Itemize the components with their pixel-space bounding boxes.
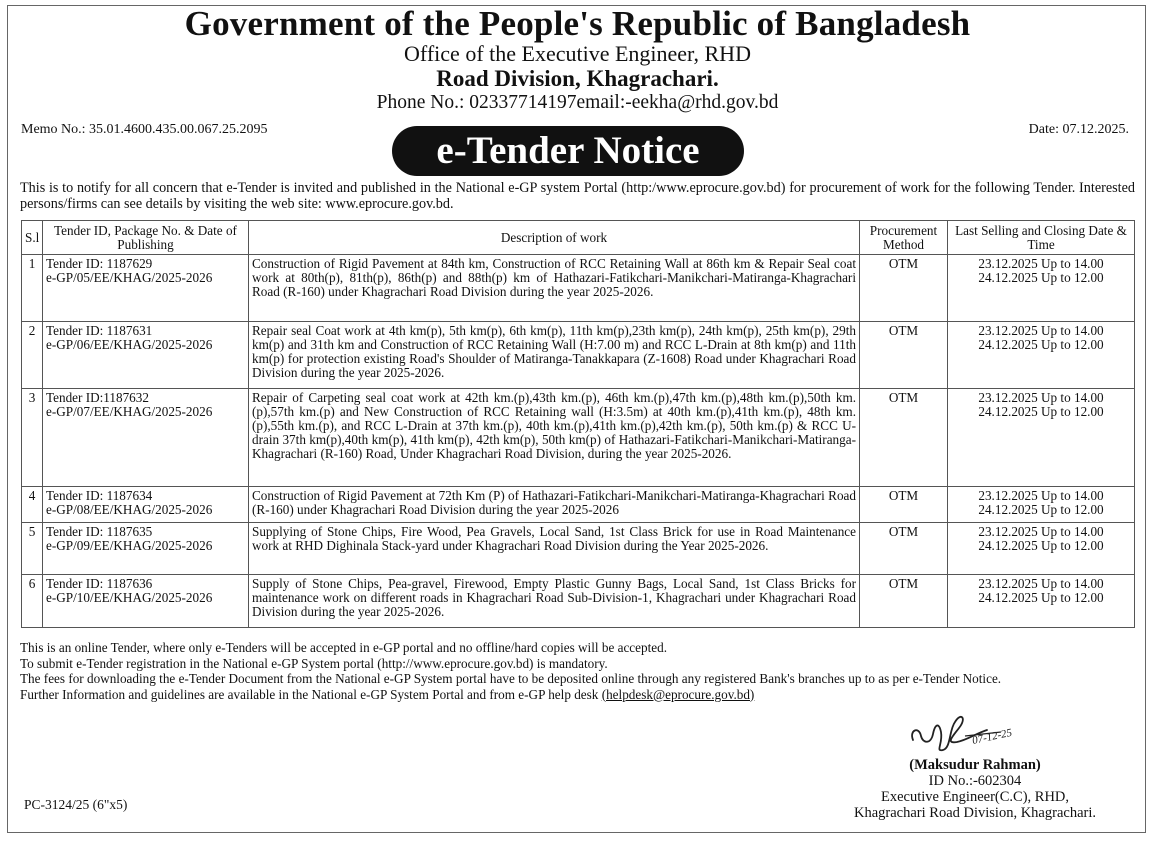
tender-id: Tender ID:1187632 [46,390,149,405]
header-tender: Tender ID, Package No. & Date of Publishing [43,221,249,255]
row-dates [948,255,1135,322]
row-tender [43,255,249,322]
notice-date: Date: 07.12.2025. [1028,122,1129,137]
package-no: e-GP/10/EE/KHAG/2025-2026 [46,590,213,605]
row-sl: 2 [22,322,43,389]
tender-id: Tender ID: 1187631 [46,323,153,338]
signatory-office: Khagrachari Road Division, Khagrachari. [854,805,1096,821]
table-row [22,322,1135,389]
tender-id: Tender ID: 1187635 [46,524,153,539]
package-no: e-GP/06/EE/KHAG/2025-2026 [46,337,213,352]
note-line: The fees for downloading the e-Tender Document from the National e-GP System portal have to be deposited online through any registered Bank's branches up to as per e-Tender Notice. [20,671,1002,686]
signatory-designation: Executive Engineer(C.C), RHD, [880,789,1070,805]
signatory-block [800,757,1150,821]
row-tender [43,487,249,523]
row-dates [948,523,1135,575]
office-name: Office of the Executive Engineer, RHD [404,41,751,66]
header-sl: S.l [22,221,43,255]
contact-line: Phone No.: 02337714197email:-eekha@rhd.gov.bd [376,92,779,113]
terms-notes [20,640,1140,702]
closing-date: 24.12.2025 Up to 12.00 [978,590,1104,605]
row-dates [948,575,1135,628]
row-description: Supplying of Stone Chips, Fire Wood, Pea Gravels, Local Sand, 1st Class Brick for use in Road Maintenance work at RHD Dighinala Stack-yard under Khagrachari Road Division during the Year 2025-2026. [249,523,860,575]
signatory-name: (Maksudur Rahman) [909,757,1041,773]
package-no: e-GP/07/EE/KHAG/2025-2026 [46,404,213,419]
row-dates [948,389,1135,487]
row-method: OTM [860,255,948,322]
government-title: Government of the People's Republic of Bangladesh [184,4,971,43]
closing-date: 24.12.2025 Up to 12.00 [978,270,1104,285]
selling-date: 23.12.2025 Up to 14.00 [978,488,1104,503]
row-sl: 6 [22,575,43,628]
row-description: Construction of Rigid Pavement at 84th km, Construction of RCC Retaining Wall at 86th km & Repair Seal coat work at 80th(p), 81th(p), 86th(p) and 88th(p) km of Hathazari-Fatikchari-Manikchari-Matiranga-Khagrachari Road (R-160) under Khagrachari Road Division during the year 2025-2026. [249,255,860,322]
etender-banner: e-Tender Notice [392,126,744,176]
row-sl: 4 [22,487,43,523]
tender-id: Tender ID: 1187629 [46,256,153,271]
selling-date: 23.12.2025 Up to 14.00 [978,524,1104,539]
table-row [22,389,1135,487]
row-tender [43,523,249,575]
helpdesk-email-link[interactable]: (helpdesk@eprocure.gov.bd) [601,686,755,702]
closing-date: 24.12.2025 Up to 12.00 [978,502,1104,517]
selling-date: 23.12.2025 Up to 14.00 [978,256,1104,271]
header-dates: Last Selling and Closing Date & Time [948,221,1135,255]
intro-paragraph: This is to notify for all concern that e-Tender is invited and published in the National e-GP system Portal (http:/www.eprocure.gov.bd) for procurement of work for the following Tender. Interested persons/firms can see details by visiting the web site: www.eprocure.gov.bd. [20,180,1135,212]
note-line: This is an online Tender, where only e-Tenders will be accepted in e-GP portal and no offline/hard copies will be accepted. [20,640,668,655]
memo-number: Memo No.: 35.01.4600.435.00.067.25.2095 [21,122,268,137]
row-sl: 1 [22,255,43,322]
row-dates [948,322,1135,389]
closing-date: 24.12.2025 Up to 12.00 [978,404,1104,419]
row-dates [948,487,1135,523]
table-row [22,523,1135,575]
tender-id: Tender ID: 1187634 [46,488,153,503]
row-description: Repair of Carpeting seal coat work at 42th km.(p),43th km.(p), 46th km.(p),47th km.(p),48th km.(p),50th km.(p),57th km.(p) and New Construction of RCC Retaining wall (H:3.5m) at 40th km.(p),41th km.(p), 48th km.(p),55th km.(p), and RCC L-Drain at 37th km.(p), 40th km.(p),41th km.(p),42th km.(p), 50th km.(p) & RCC U-drain 37th km(p),40th km(p), 41th km(p), 42th km(p), 50th km(p) of Hathazari-Fatikchari-Manikchari-Matiranga-Khagrachari (R-160) Road, Under Khagrachari Road Division, during the year 2025-2026. [249,389,860,487]
row-method: OTM [860,389,948,487]
row-description: Supply of Stone Chips, Pea-gravel, Firewood, Empty Plastic Gunny Bags, Local Sand, 1st Class Bricks for maintenance work on different roads in Khagrachari Road Sub-Division-1, Khagrachari under Khagrachari Road Division during the year 2025-2026. [249,575,860,628]
row-sl: 3 [22,389,43,487]
row-description: Construction of Rigid Pavement at 72th Km (P) of Hathazari-Fatikchari-Manikchari-Matiranga-Khagrachari Road (R-160) under Khagrachari Road Division during the year 2025-2026 [249,487,860,523]
print-code: PC-3124/25 (6"x5) [24,797,128,812]
row-sl: 5 [22,523,43,575]
table-row [22,255,1135,322]
row-tender [43,322,249,389]
table-header-row [22,221,1135,255]
row-method: OTM [860,487,948,523]
header-method: Procurement Method [860,221,948,255]
row-method: OTM [860,575,948,628]
package-no: e-GP/09/EE/KHAG/2025-2026 [46,538,213,553]
row-description: Repair seal Coat work at 4th km(p), 5th km(p), 6th km(p), 11th km(p),23th km(p), 24th km(p), 25th km(p), 29th km(p) and 31th km and Construction of RCC Retaining Wall (H:7.00 m) and RCC L-Drain at 8th km(p) and 11th km(p) for protection existing Road's Shoulder of Matiranga-Tanakkapara (Z-1608) Road under Khagrachari Road Division during the year 2025-2026. [249,322,860,389]
selling-date: 23.12.2025 Up to 14.00 [978,390,1104,405]
handwritten-signature [905,700,1025,760]
row-method: OTM [860,523,948,575]
signatory-id: ID No.:-602304 [928,773,1022,789]
table-row [22,487,1135,523]
tender-id: Tender ID: 1187636 [46,576,153,591]
closing-date: 24.12.2025 Up to 12.00 [978,538,1104,553]
package-no: e-GP/08/EE/KHAG/2025-2026 [46,502,213,517]
row-tender [43,389,249,487]
header-description: Description of work [249,221,860,255]
division-name: Road Division, Khagrachari. [436,66,719,91]
table-row [22,575,1135,628]
note-line: To submit e-Tender registration in the National e-GP System portal (http://www.eprocure.gov.bd) is mandatory. [20,655,608,671]
signature-date: 07-12-25 [971,726,1014,747]
selling-date: 23.12.2025 Up to 14.00 [978,576,1104,591]
package-no: e-GP/05/EE/KHAG/2025-2026 [46,270,213,285]
closing-date: 24.12.2025 Up to 12.00 [978,337,1104,352]
note-text: Further Information and guidelines are available in the National e-GP System Portal and from e-GP help desk [20,686,602,702]
selling-date: 23.12.2025 Up to 14.00 [978,323,1104,338]
tender-table [21,220,1135,628]
row-method: OTM [860,322,948,389]
row-tender [43,575,249,628]
